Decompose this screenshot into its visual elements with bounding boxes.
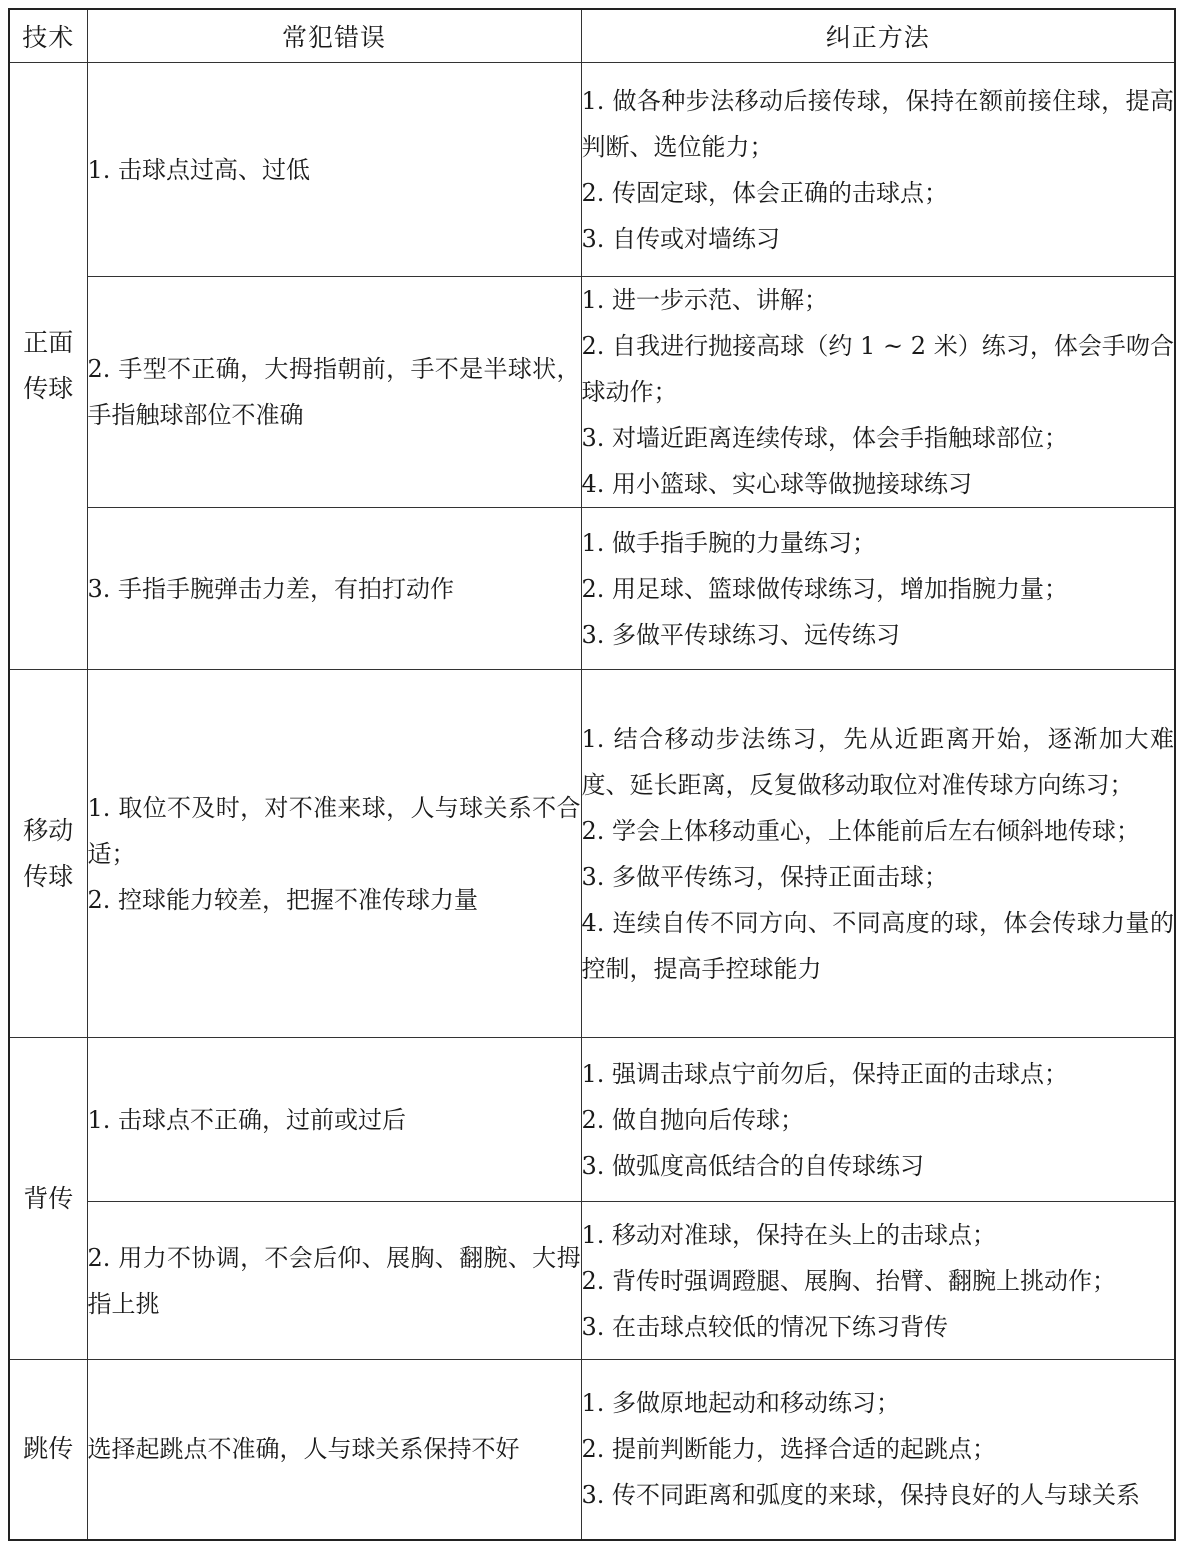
header-errors: 常犯错误 [87, 9, 581, 63]
correction-cell [581, 1038, 1175, 1202]
correction-item: 2. 自我进行抛接高球（约 1 ~ 2 米）练习，体会手吻合球动作； [581, 332, 1174, 406]
correction-item: 2. 做自抛向后传球； [581, 1105, 805, 1134]
correction-item: 1. 做手指手腕的力量练习； [581, 528, 877, 557]
table-row [9, 277, 1175, 508]
correction-cell [581, 1360, 1175, 1540]
technique-label: 传球 [23, 374, 74, 403]
table-row [9, 670, 1175, 1038]
technique-cell-back-pass: 背传 [9, 1038, 87, 1360]
correction-cell [581, 1202, 1175, 1360]
technique-label: 移动 [23, 815, 74, 845]
correction-item: 1. 做各种步法移动后接传球，保持在额前接住球，提高判断、选位能力； [581, 86, 1174, 161]
error-cell: 1. 击球点不正确，过前或过后 [87, 1038, 581, 1202]
correction-item: 4. 用小篮球、实心球等做抛接球练习 [581, 470, 973, 498]
header-technique: 技术 [9, 9, 87, 63]
correction-item: 1. 进一步示范、讲解； [581, 286, 829, 314]
error-cell: 2. 手型不正确，大拇指朝前，手不是半球状，手指触球部位不准确 [87, 277, 581, 508]
correction-item: 2. 提前判断能力，选择合适的起跳点； [581, 1435, 997, 1464]
table-row [9, 63, 1175, 277]
correction-item: 4. 连续自传不同方向、不同高度的球，体会传球力量的控制，提高手控球能力 [581, 908, 1174, 983]
correction-item: 2. 学会上体移动重心，上体能前后左右倾斜地传球； [581, 816, 1141, 845]
correction-table [8, 8, 1176, 1541]
correction-cell [581, 277, 1175, 508]
correction-item: 3. 多做平传球练习、远传练习 [581, 620, 901, 649]
correction-cell [581, 63, 1175, 277]
error-cell: 2. 用力不协调，不会后仰、展胸、翻腕、大拇指上挑 [87, 1202, 581, 1360]
table-row [9, 1360, 1175, 1540]
technique-cell-front-pass [9, 63, 87, 670]
correction-item: 1. 结合移动步法练习，先从近距离开始，逐渐加大难度、延长距离，反复做移动取位对准传球方向练习； [581, 724, 1174, 799]
correction-cell [581, 508, 1175, 670]
error-cell [87, 670, 581, 1038]
correction-item: 2. 用足球、篮球做传球练习，增加指腕力量； [581, 574, 1069, 603]
correction-item: 1. 多做原地起动和移动练习； [581, 1389, 901, 1418]
correction-item: 3. 多做平传练习，保持正面击球； [581, 862, 949, 891]
technique-label: 传球 [23, 861, 74, 891]
error-cell: 选择起跳点不准确，人与球关系保持不好 [87, 1360, 581, 1540]
error-cell: 1. 击球点过高、过低 [87, 63, 581, 277]
correction-item: 3. 对墙近距离连续传球，体会手指触球部位； [581, 424, 1069, 452]
correction-item: 3. 在击球点较低的情况下练习背传 [581, 1312, 949, 1341]
error-item: 1. 取位不及时，对不准来球，人与球关系不合适； [87, 793, 581, 868]
correction-item: 2. 传固定球，体会正确的击球点； [581, 178, 949, 207]
error-item: 2. 控球能力较差，把握不准传球力量 [87, 885, 479, 914]
technique-cell-moving-pass [9, 670, 87, 1038]
correction-item: 3. 自传或对墙练习 [581, 224, 781, 253]
correction-item: 1. 移动对准球，保持在头上的击球点； [581, 1220, 997, 1249]
table-row [9, 508, 1175, 670]
page [8, 8, 1174, 1541]
header-corrections: 纠正方法 [581, 9, 1175, 63]
correction-item: 1. 强调击球点宁前勿后，保持正面的击球点； [581, 1059, 1069, 1088]
error-cell: 3. 手指手腕弹击力差，有拍打动作 [87, 508, 581, 670]
table-row [9, 1202, 1175, 1360]
correction-item: 3. 做弧度高低结合的自传球练习 [581, 1151, 925, 1180]
correction-cell [581, 670, 1175, 1038]
correction-item: 2. 背传时强调蹬腿、展胸、抬臂、翻腕上挑动作； [581, 1266, 1117, 1295]
technique-label: 正面 [23, 328, 74, 357]
correction-item: 3. 传不同距离和弧度的来球，保持良好的人与球关系 [581, 1481, 1141, 1510]
technique-cell-jump-pass: 跳传 [9, 1360, 87, 1540]
table-row [9, 1038, 1175, 1202]
table-header-row [9, 9, 1175, 63]
